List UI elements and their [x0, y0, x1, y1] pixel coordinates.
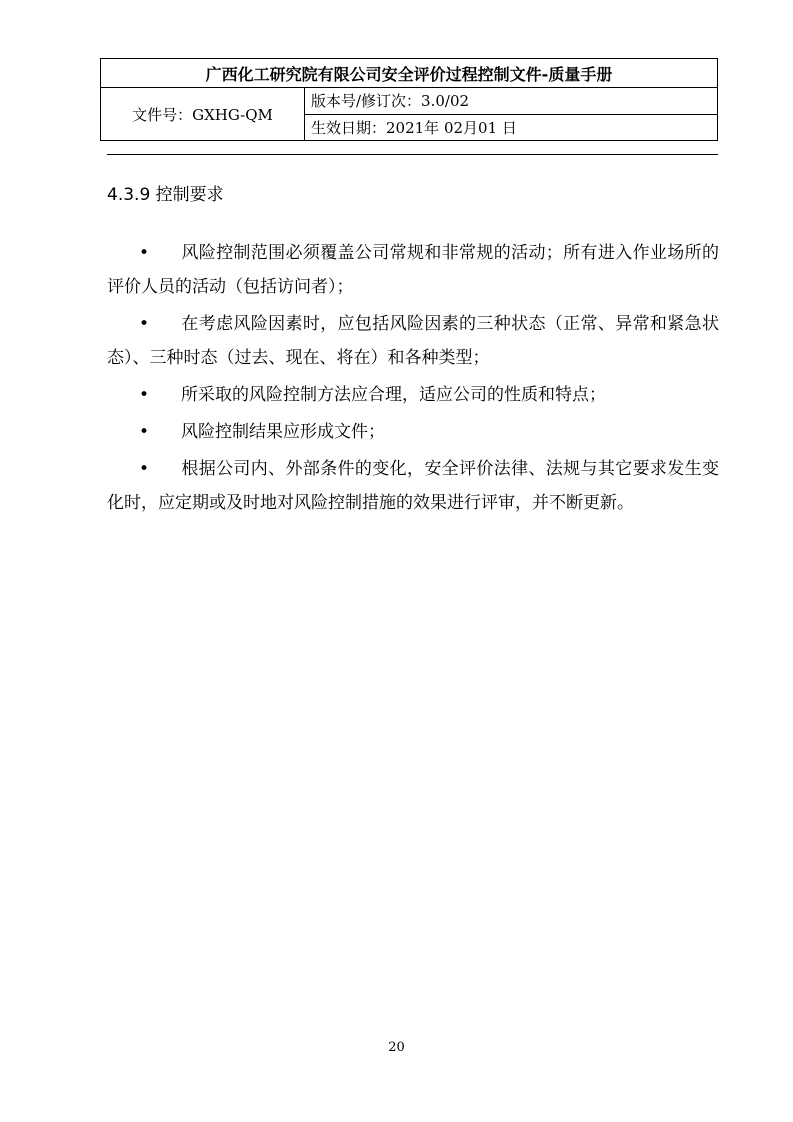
bullet-icon: • [138, 385, 150, 405]
list-item-text: 风险控制范围必须覆盖公司常规和非常规的活动；所有进入作业场所的评价人员的活动（包括访问者）； [107, 243, 719, 297]
list-item [107, 415, 719, 449]
list-item-text: 在考虑风险因素时，应包括风险因素的三种状态（正常、异常和紧急状态）、三种时态（过去、现在、将在）和各种类型； [107, 314, 719, 368]
requirements-list [107, 236, 719, 523]
list-item-text: 所采取的风险控制方法应合理，适应公司的性质和特点； [181, 385, 606, 405]
bullet-icon: • [138, 422, 150, 442]
list-item [107, 236, 719, 304]
bullet-icon: • [138, 314, 150, 334]
list-item [107, 307, 719, 375]
effective-date: 生效日期：2021年 02月01 日 [305, 114, 718, 141]
document-header-table [100, 58, 718, 141]
list-item-text: 风险控制结果应形成文件； [181, 422, 385, 442]
list-item-text: 根据公司内、外部条件的变化，安全评价法律、法规与其它要求发生变化时，应定期或及时地对风险控制措施的效果进行评审，并不断更新。 [107, 459, 719, 513]
list-item [107, 452, 719, 520]
page-number: 20 [388, 1040, 405, 1055]
list-item [107, 378, 719, 412]
header-divider [107, 154, 718, 155]
section-heading: 4.3.9 控制要求 [107, 185, 224, 205]
revision-number: 版本号/修订次：3.0/02 [305, 88, 718, 115]
bullet-icon: • [138, 243, 150, 263]
bullet-icon: • [138, 459, 150, 479]
document-title: 广西化工研究院有限公司安全评价过程控制文件-质量手册 [101, 59, 718, 88]
document-number: 文件号：GXHG-QM [101, 88, 305, 141]
